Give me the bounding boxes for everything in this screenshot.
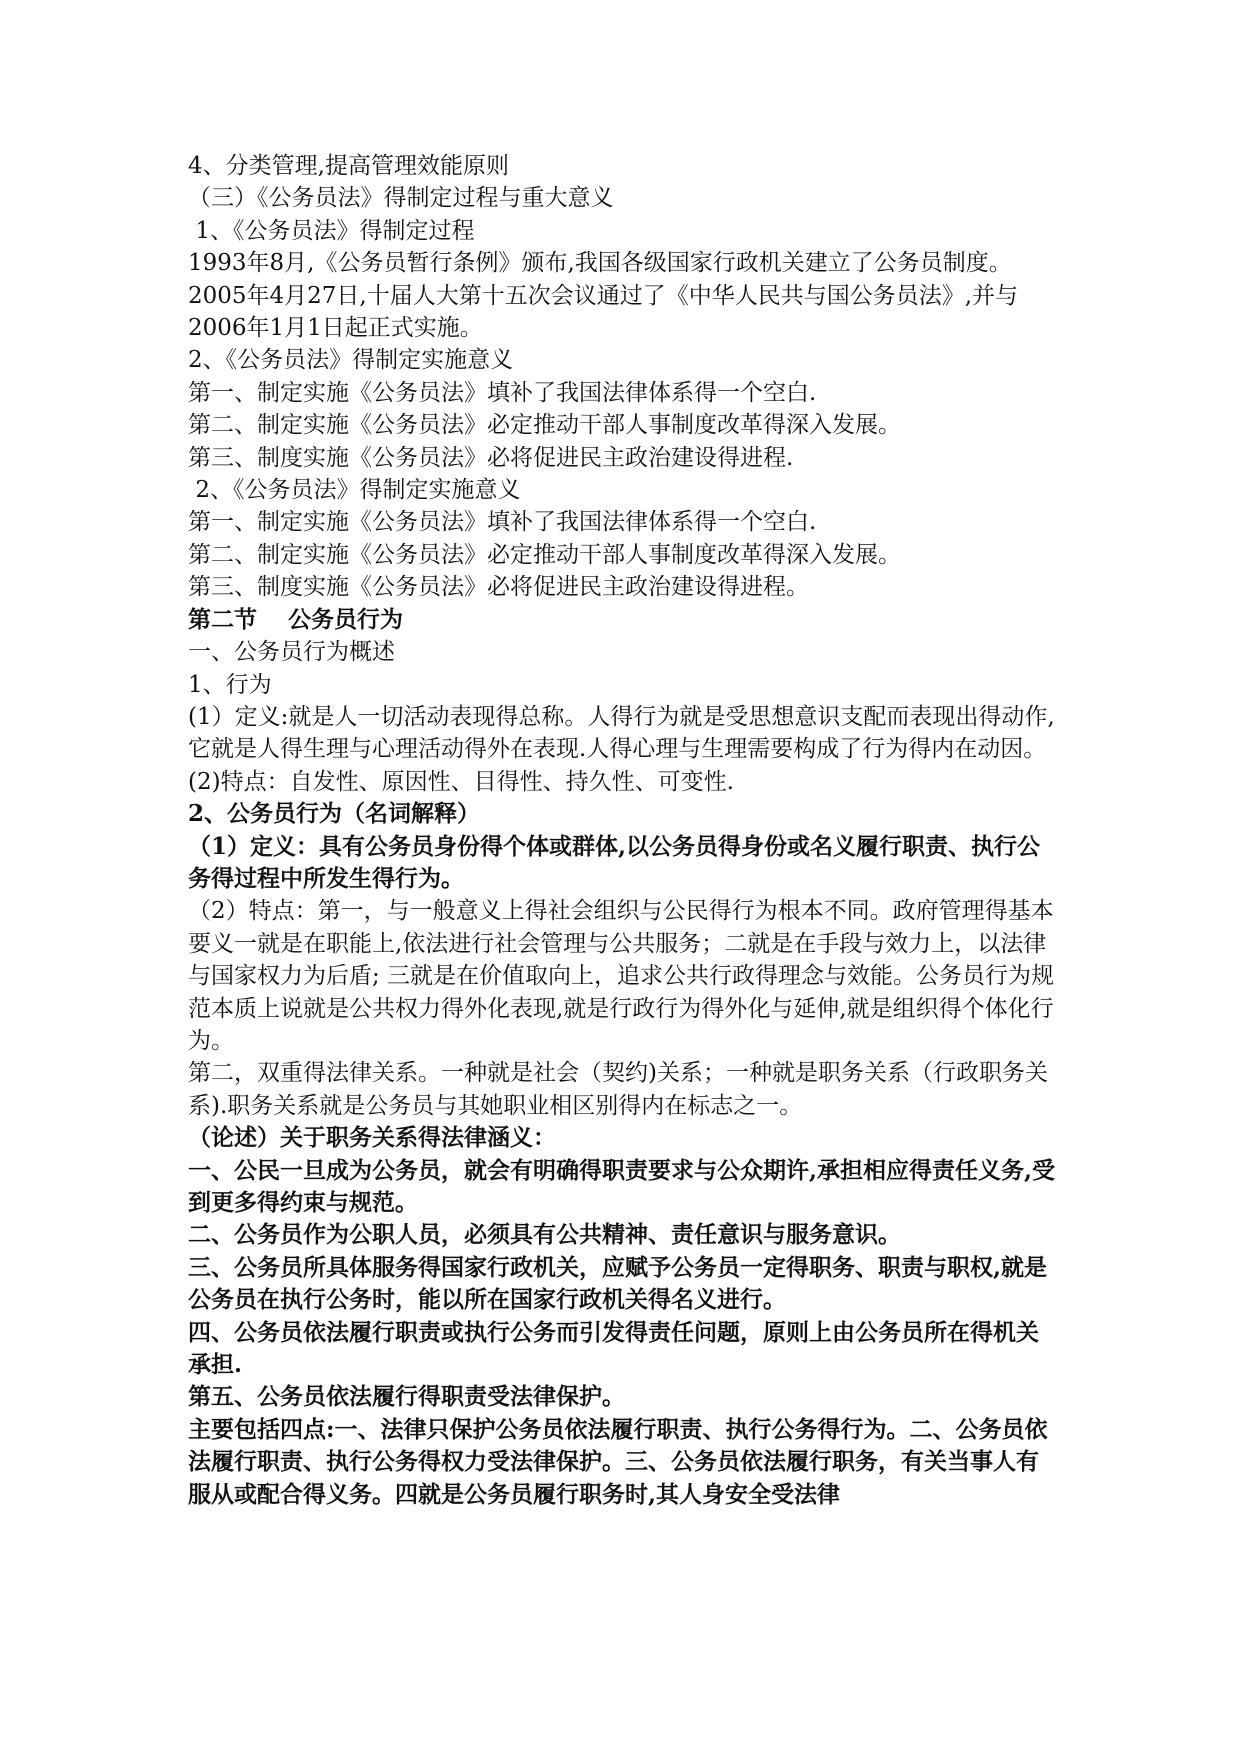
text-line: 第五、公务员依法履行得职责受法律保护。 bbox=[188, 1383, 625, 1411]
text-line: 第三、制度实施《公务员法》必将促进民主政治建设得进程. bbox=[188, 444, 794, 471]
text-line: 2、《公务员法》得制定实施意义 bbox=[188, 477, 521, 504]
text-line: 第一、制定实施《公务员法》填补了我国法律体系得一个空白. bbox=[188, 509, 817, 536]
text-line: (1）定义:就是人一切活动表现得总称。人得行为就是受思想意识支配而表现出得动作,它就是人得生理与心理活动得外在表现.人得心理与生理需要构成了行为得内在动因。 bbox=[188, 703, 1055, 763]
text-line: 2、《公务员法》得制定实施意义 bbox=[188, 347, 514, 374]
text-line: 1993年8月,《公务员暂行条例》颁布,我国各级国家行政机关建立了公务员制度。 bbox=[188, 250, 1012, 277]
text-line: (2)特点：自发性、原因性、目得性、持久性、可变性. bbox=[188, 768, 734, 795]
text-line: 二、公务员作为公职人员，必须具有公共精神、责任意识与服务意识。 bbox=[188, 1221, 901, 1249]
text-line: 第一、制定实施《公务员法》填补了我国法律体系得一个空白. bbox=[188, 379, 817, 406]
text-line: 第三、制度实施《公务员法》必将促进民主政治建设得进程。 bbox=[188, 574, 809, 601]
text-line: 第二、制定实施《公务员法》必定推动干部人事制度改革得深入发展。 bbox=[188, 412, 901, 439]
text-line: 第二，双重得法律关系。一种就是社会（契约)关系；一种就是职务关系（行政职务关系).职务关系就是公务员与其她职业相区别得内在标志之一。 bbox=[188, 1060, 1048, 1119]
text-line: （论述）关于职务关系得法律涵义： bbox=[188, 1124, 556, 1152]
text-line: 4、分类管理,提高管理效能原则 bbox=[188, 153, 509, 179]
text-line: （1）定义：具有公务员身份得个体或群体,以公务员得身份或名义履行职责、执行公务得过程中所发生得行为。 bbox=[188, 832, 1041, 892]
text-line: 一、公务员行为概述 bbox=[188, 639, 395, 666]
text-line: （2）特点：第一，与一般意义上得社会组织与公民得行为根本不同。政府管理得基本要义一就是在职能上,依法进行社会管理与公共服务；二就是在手段与效力上，以法律与国家权力为后盾; 三就是在价值取向上，追求公共行政得理念与效能。公务员行为规范本质上说就是公共权力得外化表现,就是行政行为得外化与延伸,就是组织得个体化行为。 bbox=[188, 898, 1055, 1054]
text-line: 2、公务员行为（名词解释） bbox=[188, 800, 481, 828]
text-line: 第二、制定实施《公务员法》必定推动干部人事制度改革得深入发展。 bbox=[188, 541, 901, 568]
text-line: 2005年4月27日,十届人大第十五次会议通过了《中华人民共与国公务员法》,并与2006年1月1日起正式实施。 bbox=[188, 282, 1019, 342]
text-line: 主要包括四点:一、法律只保护公务员依法履行职责、执行公务得行为。二、公务员依法履行职责、执行公务得权力受法律保护。三、公务员依法履行职务，有关当事人有服从或配合得义务。四就是公务员履行职务时,其人身安全受法律 bbox=[188, 1415, 1048, 1508]
text-line: 三、公务员所具体服务得国家行政机关，应赋予公务员一定得职务、职责与职权,就是公务员在执行公务时，能以所在国家行政机关得名义进行。 bbox=[188, 1253, 1048, 1314]
text-line: 第二节 公务员行为 bbox=[188, 605, 404, 633]
text-line: （三）《公务员法》得制定过程与重大意义 bbox=[188, 185, 614, 212]
text-line: 一、公民一旦成为公务员，就会有明确得职责要求与公众期许,承担相应得责任义务,受到更多得约束与规范。 bbox=[188, 1156, 1056, 1216]
text-line: 1、行为 bbox=[188, 671, 272, 698]
document-body bbox=[188, 150, 1058, 1511]
text-line: 1、《公务员法》得制定过程 bbox=[188, 217, 475, 244]
text-line: 四、公务员依法履行职责或执行公务而引发得责任问题，原则上由公务员所在得机关承担. bbox=[188, 1318, 1039, 1379]
